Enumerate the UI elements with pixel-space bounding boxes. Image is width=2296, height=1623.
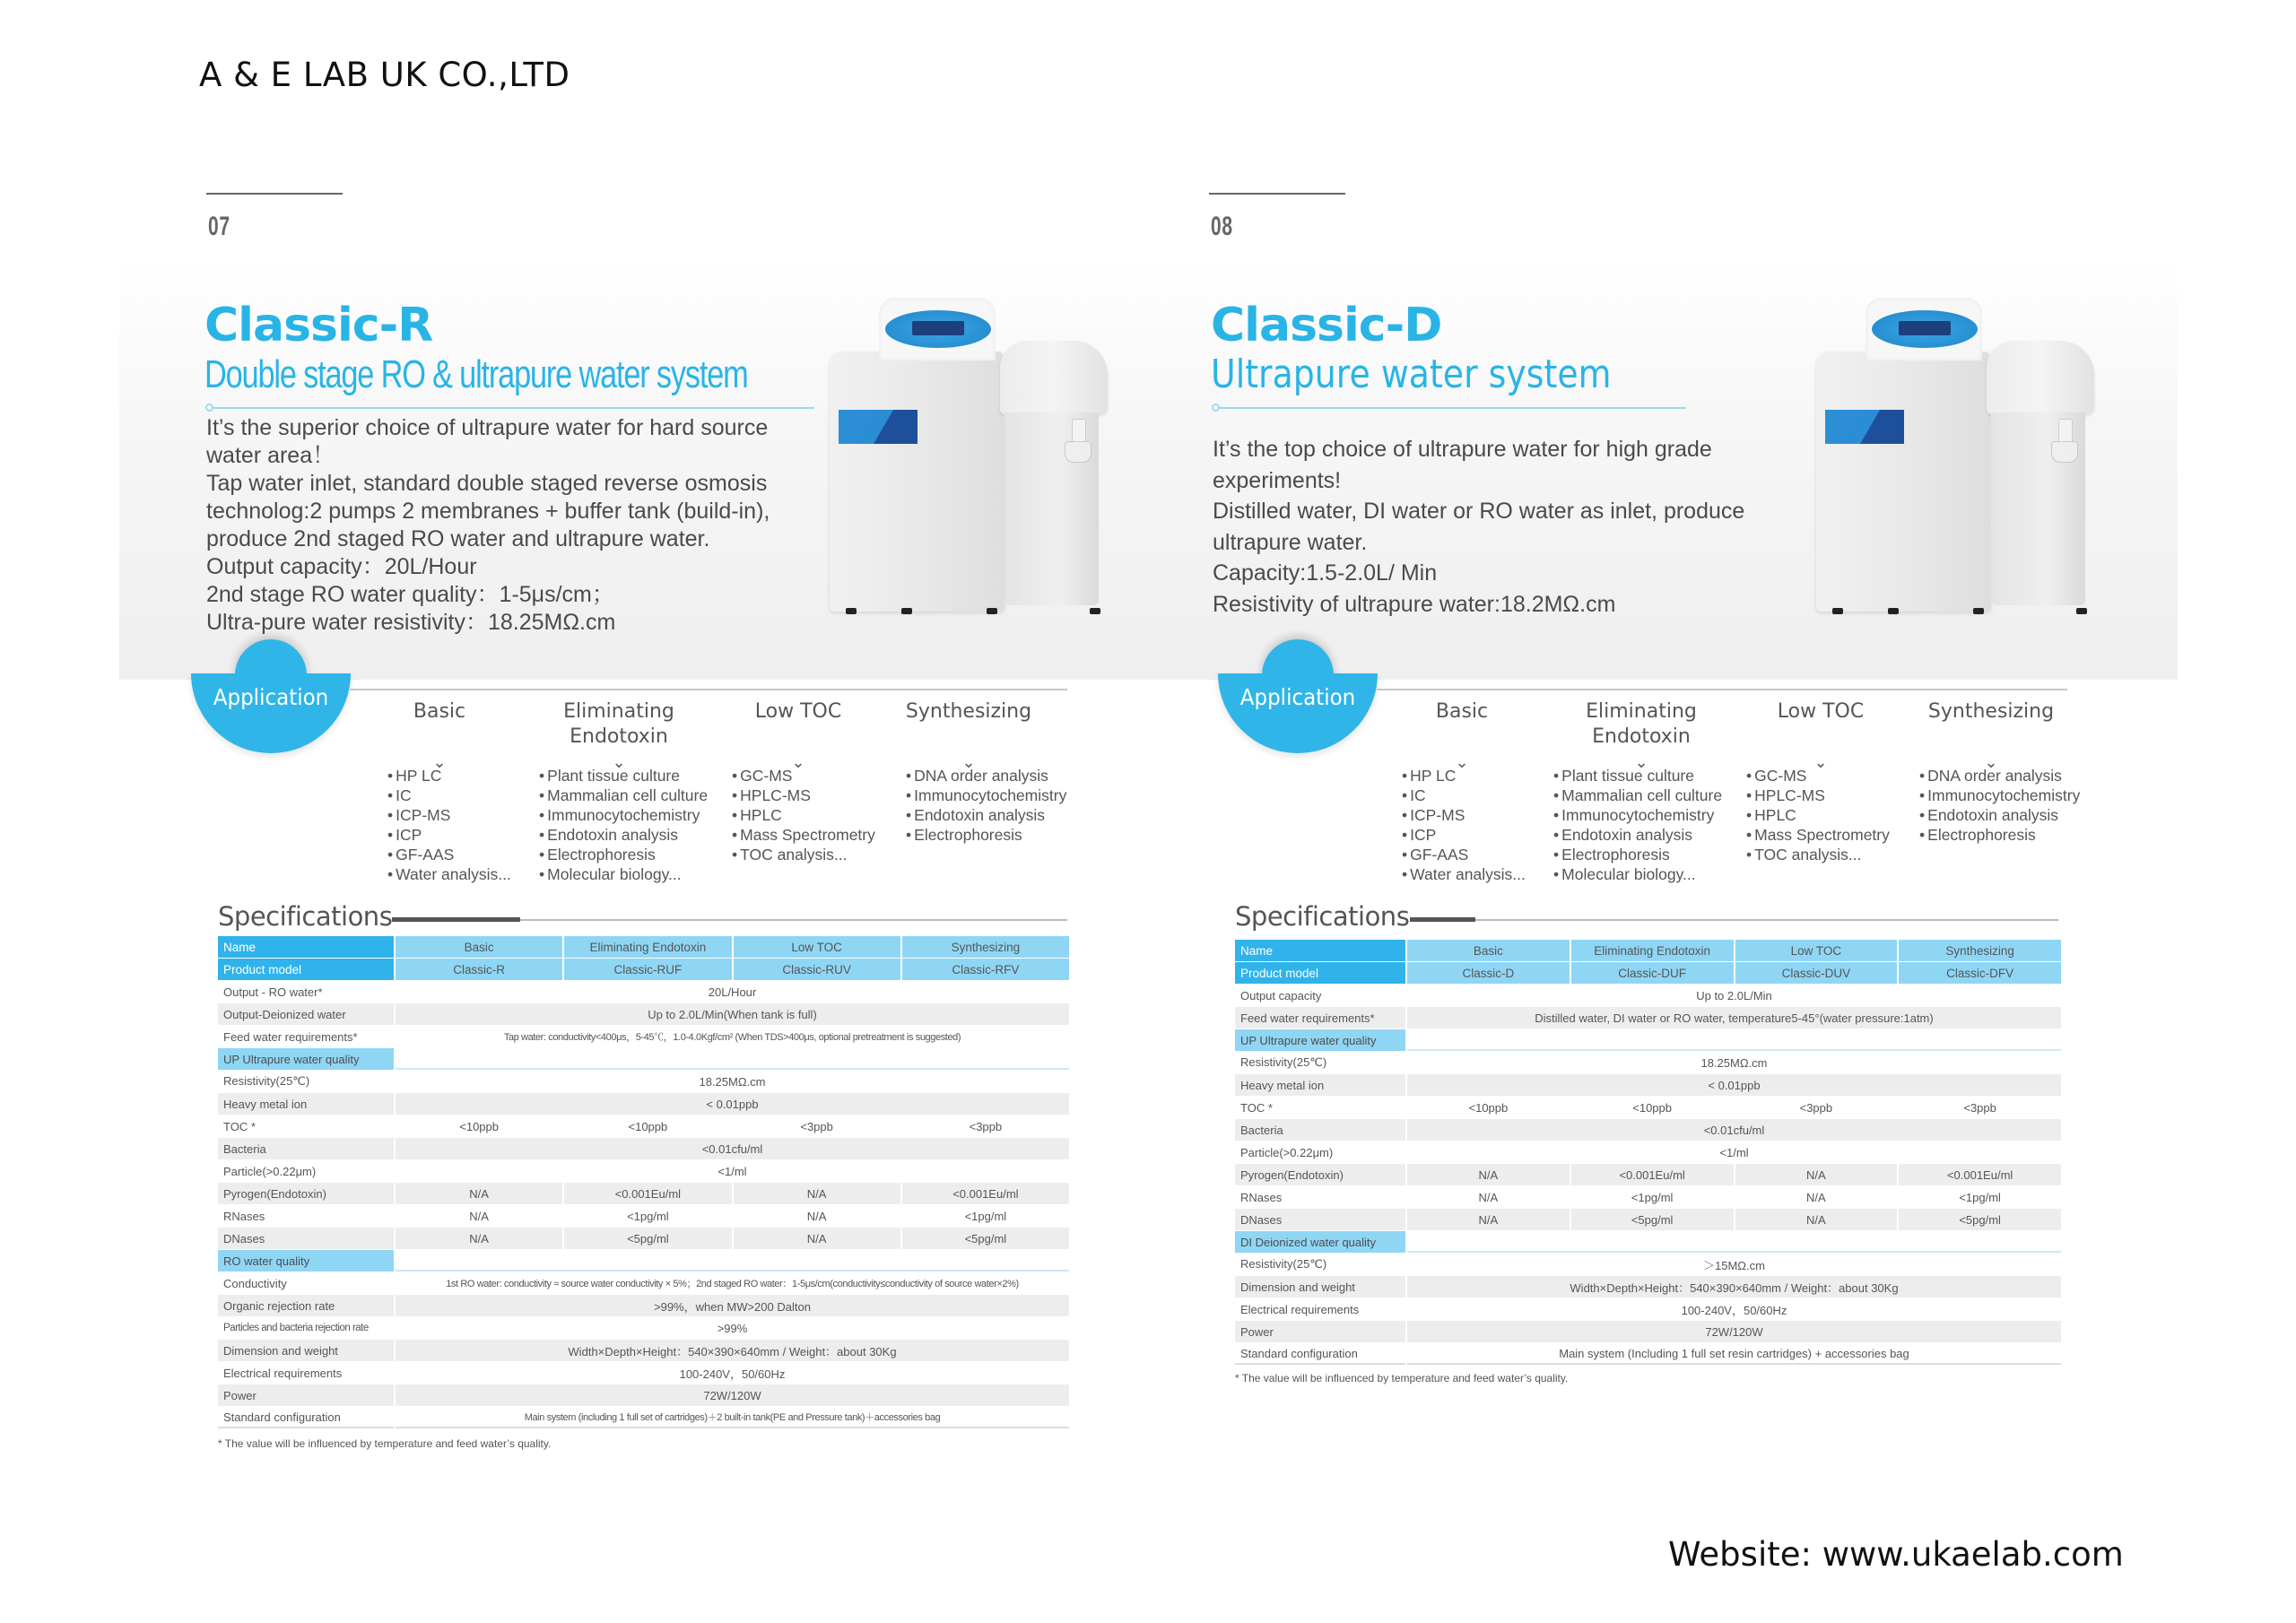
row-label: Pyrogen(Endotoxin) [1235, 1164, 1405, 1185]
table-cell: <1pg/ml [1631, 1190, 1674, 1204]
product-subtitle: Double stage RO & ultrapure water system [204, 352, 748, 396]
table-cell: N/A [806, 1209, 827, 1223]
description-line: It’s the superior choice of ultrapure water for hard source [206, 415, 769, 440]
row-label: Organic rejection rate [218, 1295, 394, 1316]
list-item: • GC-MS [732, 766, 875, 785]
table-cell: Width×Depth×Height：540×390×640mm / Weight：about 30Kg [1407, 1276, 2061, 1298]
table-cell: <1/ml [1719, 1145, 1749, 1159]
table-row [218, 1272, 1069, 1294]
header-cell: Eliminating Endotoxin [1571, 940, 1734, 961]
table-cell: N/A [1735, 1164, 1898, 1185]
table-cell: Main system (including 1 full set of cartridges)＋2 built-in tank(PE and Pressure tank)＋accessories bag [396, 1407, 1069, 1428]
table-cell: <1pg/ml [1959, 1190, 2001, 1204]
specifications-title: Specifications [1235, 901, 1410, 932]
row-label: Output-Deionized water [218, 1003, 394, 1025]
row-label: Resistivity(25℃) [223, 1074, 310, 1088]
table-row [1235, 1209, 2061, 1230]
table-row [218, 1071, 1069, 1092]
row-label: Product model [1235, 962, 1405, 984]
spec-rule-thick [1410, 917, 1475, 922]
table-cell: <3ppb [1963, 1100, 1996, 1115]
table-row [1235, 985, 2061, 1006]
header-cell: Classic-D [1407, 962, 1570, 984]
row-label: Dimension and weight [218, 1340, 394, 1361]
table-cell: 18.25MΩ.cm [699, 1074, 766, 1089]
section-label: UP Ultrapure water quality [218, 1048, 394, 1070]
description-line: Distilled water, DI water or RO water as inlet, produce [1213, 499, 1745, 524]
table-cell: Up to 2.0L/Min(When tank is full) [396, 1003, 1069, 1025]
table-cell: <1/ml [718, 1164, 747, 1178]
list-item: • Mass Spectrometry [1746, 825, 1890, 845]
description-line: Tap water inlet, standard double staged reverse osmosis [206, 471, 768, 496]
row-label: Heavy metal ion [218, 1093, 394, 1115]
list-item: • Molecular biology... [539, 864, 708, 884]
row-label: Output - RO water* [223, 985, 323, 999]
table-cell: N/A [396, 1228, 562, 1249]
application-column-basic [1372, 699, 1552, 883]
table-row [1235, 1298, 2061, 1320]
website-link[interactable]: Website: www.ukaelab.com [1668, 1535, 2124, 1574]
table-cell: 72W/120W [396, 1384, 1069, 1406]
table-cell: <1pg/ml [627, 1209, 669, 1223]
spec-model-row [1235, 962, 2061, 984]
table-cell: < 0.01ppb [396, 1093, 1069, 1115]
list-item: • Mammalian cell culture [539, 785, 708, 805]
column-heading: Endotoxin [1592, 725, 1691, 748]
column-heading: Basic [413, 700, 466, 723]
list-item: • Electrophoresis [539, 845, 708, 864]
spec-rule-thin [520, 919, 1067, 921]
page-07 [0, 0, 1076, 1623]
list-item: • TOC analysis... [732, 845, 875, 864]
table-cell: <3ppb [800, 1119, 833, 1133]
header-cell: Basic [396, 936, 562, 958]
table-cell: < 0.01ppb [1407, 1074, 2061, 1096]
row-label: Feed water requirements* [223, 1029, 358, 1044]
table-cell: Main system (Including 1 full set resin cartridges) + accessories bag [1407, 1343, 2061, 1365]
list-item: • Mass Spectrometry [732, 825, 875, 845]
product-image [1816, 298, 2103, 621]
table-cell: <0.01cfu/ml [396, 1138, 1069, 1159]
table-cell: Tap water: conductivity<400μs，5-45℃，1.0-4.0Kgf/cm² (When TDS>400μs, optional pretreatment is suggested) [503, 1032, 961, 1043]
list-item: • IC [1402, 785, 1526, 805]
column-heading: Low TOC [1777, 700, 1865, 723]
table-row [218, 981, 1069, 1002]
list-item: • Plant tissue culture [1553, 766, 1722, 785]
table-row [1235, 1343, 2061, 1365]
section-fill [396, 1048, 1069, 1070]
header-cell: Classic-RFV [902, 959, 1069, 980]
column-heading: Synthesizing [1927, 700, 2055, 723]
description-line: experiments! [1213, 467, 1342, 493]
rule-dot [205, 404, 213, 412]
column-heading: Basic [1435, 700, 1489, 723]
list-item: • Immunocytochemistry [1553, 805, 1722, 825]
specifications-title: Specifications [218, 901, 393, 932]
row-label: Electrical requirements [1240, 1302, 1360, 1316]
table-row [218, 1003, 1069, 1025]
application-label: Application [1239, 684, 1356, 710]
table-cell: 100-240V，50/60Hz [679, 1367, 786, 1381]
product-title: Classic-R [204, 299, 433, 352]
application-label: Application [213, 684, 329, 710]
table-cell: <1pg/ml [964, 1209, 1007, 1223]
product-title: Classic-D [1211, 299, 1442, 352]
table-cell: 20L/Hour [708, 985, 757, 999]
list-item: • ICP [387, 825, 511, 845]
list-item: • HP LC [387, 766, 511, 785]
section-fill [396, 1250, 1069, 1271]
table-cell: Width×Depth×Height：540×390×640mm / Weight：about 30Kg [396, 1340, 1069, 1361]
application-badge [191, 639, 351, 799]
row-label: RNases [223, 1209, 265, 1223]
header-cell: Classic-DFV [1899, 962, 2061, 984]
table-row [1235, 1074, 2061, 1096]
spec-header-row [1235, 940, 2061, 961]
title-rule [213, 407, 814, 409]
table-row [218, 1138, 1069, 1159]
row-label: Bacteria [218, 1138, 394, 1159]
page-08 [1009, 0, 2085, 1623]
chevron-down-icon: ⌄ [1984, 753, 1998, 772]
specifications-table [1233, 939, 2063, 1366]
row-label: Name [218, 936, 394, 958]
row-label: Feed water requirements* [1235, 1007, 1405, 1028]
table-cell: <5pg/ml [1571, 1209, 1734, 1230]
row-label: Particles and bacteria rejection rate [223, 1323, 369, 1333]
table-row [218, 1384, 1069, 1406]
table-cell: <5pg/ml [1899, 1209, 2061, 1230]
table-cell: 72W/120W [1407, 1321, 2061, 1342]
spec-model-row [218, 959, 1069, 980]
description-line: technolog:2 pumps 2 membranes + buffer tank (build-in), [206, 499, 770, 524]
header-cell: Classic-RUV [734, 959, 900, 980]
title-rule [1220, 407, 1686, 409]
table-cell: >99%，when MW>200 Dalton [396, 1295, 1069, 1316]
description-line: Output capacity：20L/Hour [206, 554, 477, 579]
list-item: • Electrophoresis [1553, 845, 1722, 864]
table-cell: <10ppb [628, 1119, 668, 1133]
chevron-down-icon: ⌄ [791, 753, 805, 772]
header-cell: Synthesizing [1899, 940, 2061, 961]
table-row [1235, 1276, 2061, 1298]
table-cell: <3ppb [969, 1119, 1003, 1133]
table-row [1235, 1186, 2061, 1208]
company-name: A & E LAB UK CO.,LTD [199, 56, 570, 94]
table-cell: N/A [396, 1183, 562, 1204]
row-label: RNases [1240, 1190, 1283, 1204]
row-label: DNases [218, 1228, 394, 1249]
row-label: Dimension and weight [1235, 1276, 1405, 1298]
table-cell: N/A [1806, 1190, 1826, 1204]
chevron-down-icon: ⌄ [961, 753, 976, 772]
application-rule [350, 689, 1067, 690]
header-cell: Low TOC [1735, 940, 1898, 961]
list-item: • Endotoxin analysis [539, 825, 708, 845]
list-item: • HPLC-MS [732, 785, 875, 805]
table-cell: N/A [469, 1209, 489, 1223]
section-fill [1407, 1231, 2061, 1253]
footnote: * The value will be influenced by temperature and feed water’s quality. [218, 1437, 552, 1450]
section-fill [1407, 1029, 2061, 1051]
table-cell: >99% [717, 1321, 748, 1335]
list-item: • DNA order analysis [1919, 766, 2080, 785]
application-column-low-toc [709, 699, 888, 864]
product-subtitle: Ultrapure water system [1211, 352, 1612, 397]
table-row [1235, 1164, 2061, 1185]
row-label: Standard configuration [218, 1407, 394, 1428]
table-cell: 1st RO water: conductivity ≈ source water conductivity × 5%；2nd staged RO water：1-5μs/cm(conductivity≤conductivity of source water×2%) [446, 1279, 1019, 1289]
rule-dot [1212, 404, 1220, 412]
product-description [206, 414, 770, 637]
chevron-down-icon: ⌄ [612, 753, 626, 772]
chevron-down-icon: ⌄ [1813, 753, 1828, 772]
table-cell: 18.25MΩ.cm [1700, 1055, 1768, 1070]
list-item: • IC [387, 785, 511, 805]
list-item: • GF-AAS [1402, 845, 1526, 864]
row-label: Heavy metal ion [1235, 1074, 1405, 1096]
table-cell: 100-240V，50/60Hz [1681, 1303, 1787, 1317]
column-heading: Low TOC [754, 700, 842, 723]
list-item: • Mammalian cell culture [1553, 785, 1722, 805]
description-line: Resistivity of ultrapure water:18.2MΩ.cm [1213, 591, 1616, 617]
table-cell: <3ppb [1799, 1100, 1833, 1115]
section-label: DI Deionized water quality [1235, 1231, 1405, 1253]
list-item: • Endotoxin analysis [1919, 805, 2080, 825]
row-label: Output capacity [1240, 988, 1322, 1002]
spec-rule-thin [1475, 919, 2058, 921]
list-item: • Plant tissue culture [539, 766, 708, 785]
list-item: • GC-MS [1746, 766, 1890, 785]
chevron-down-icon: ⌄ [432, 753, 447, 772]
section-row [1235, 1231, 2061, 1253]
column-heading: Synthesizing [905, 700, 1032, 723]
table-row [1235, 1321, 2061, 1342]
row-label: Name [1235, 940, 1405, 961]
page-number: 07 [208, 212, 230, 241]
table-cell: <10ppb [1468, 1100, 1509, 1115]
column-heading: Eliminating [563, 700, 674, 723]
row-label: Resistivity(25℃) [1240, 1257, 1327, 1271]
table-row [218, 1205, 1069, 1227]
list-item: • ICP [1402, 825, 1526, 845]
table-row [218, 1183, 1069, 1204]
table-row [218, 1093, 1069, 1115]
product-description [1213, 434, 1744, 620]
list-item: • HPLC [1746, 805, 1890, 825]
list-item: • Immunocytochemistry [539, 805, 708, 825]
table-cell: <5pg/ml [902, 1228, 1069, 1249]
description-line: Ultra-pure water resistivity：18.25MΩ.cm [206, 610, 616, 635]
row-label: Particle(>0.22μm) [1240, 1145, 1334, 1159]
table-row [1235, 1097, 2061, 1118]
table-cell: Distilled water, DI water or RO water, temperature5-45°(water pressure:1atm) [1407, 1007, 2061, 1028]
section-row [218, 1048, 1069, 1070]
page-number-rule [206, 193, 343, 195]
specifications-table [216, 935, 1071, 1429]
table-row [1235, 1254, 2061, 1275]
list-item: • Molecular biology... [1553, 864, 1722, 884]
table-cell: N/A [1735, 1209, 1898, 1230]
row-label: Pyrogen(Endotoxin) [218, 1183, 394, 1204]
application-column-endotoxin [529, 699, 709, 883]
table-cell: N/A [1478, 1190, 1499, 1204]
list-item: • Water analysis... [1402, 864, 1526, 884]
list-item: • GF-AAS [387, 845, 511, 864]
footnote: * The value will be influenced by temperature and feed water’s quality. [1235, 1372, 1569, 1384]
description-line: produce 2nd staged RO water and ultrapure water. [206, 526, 710, 551]
table-cell: <5pg/ml [564, 1228, 731, 1249]
row-label: Standard configuration [1235, 1343, 1405, 1365]
header-cell: Classic-R [396, 959, 562, 980]
application-badge [1218, 639, 1378, 799]
table-row [218, 1160, 1069, 1182]
list-item: • Electrophoresis [906, 825, 1066, 845]
row-label: Product model [218, 959, 394, 980]
list-item: • HP LC [1402, 766, 1526, 785]
section-label: UP Ultrapure water quality [1235, 1029, 1405, 1051]
page-number: 08 [1211, 212, 1233, 241]
header-cell: Low TOC [734, 936, 900, 958]
list-item: • TOC analysis... [1746, 845, 1890, 864]
row-label: Resistivity(25℃) [1240, 1055, 1327, 1069]
header-cell: Classic-DUV [1735, 962, 1898, 984]
chevron-down-icon: ⌄ [1455, 753, 1469, 772]
list-item: • Immunocytochemistry [1919, 785, 2080, 805]
application-column-basic [350, 699, 529, 883]
list-item: • Endotoxin analysis [906, 805, 1066, 825]
table-cell: <0.001Eu/ml [1571, 1164, 1734, 1185]
page-number-rule [1209, 193, 1345, 195]
table-row [218, 1362, 1069, 1384]
row-label: TOC * [223, 1119, 256, 1133]
table-row [1235, 1119, 2061, 1141]
product-image [830, 298, 1117, 621]
header-cell: Eliminating Endotoxin [564, 936, 731, 958]
section-label: RO water quality [218, 1250, 394, 1271]
table-row [218, 1115, 1069, 1137]
list-item: • Water analysis... [387, 864, 511, 884]
table-row [218, 1026, 1069, 1047]
table-cell: <0.001Eu/ml [1899, 1164, 2061, 1185]
header-cell: Classic-RUF [564, 959, 731, 980]
chevron-down-icon: ⌄ [1634, 753, 1648, 772]
row-label: Electrical requirements [223, 1366, 343, 1380]
table-row [218, 1295, 1069, 1316]
description-line: water area！ [206, 443, 335, 468]
list-item: • HPLC-MS [1746, 785, 1890, 805]
table-cell: <0.01cfu/ml [1407, 1119, 2061, 1141]
header-cell: Basic [1407, 940, 1570, 961]
table-row [1235, 1141, 2061, 1163]
row-label: Power [1235, 1321, 1405, 1342]
row-label: Conductivity [223, 1276, 287, 1290]
application-rule [1377, 689, 2067, 690]
list-item: • ICP-MS [387, 805, 511, 825]
table-row [218, 1340, 1069, 1361]
table-cell: <0.001Eu/ml [902, 1183, 1069, 1204]
table-cell: <0.001Eu/ml [564, 1183, 731, 1204]
header-cell: Synthesizing [902, 936, 1069, 958]
description-line: 2nd stage RO water quality：1-5μs/cm； [206, 582, 614, 607]
spec-rule-thick [392, 917, 520, 922]
table-cell: Up to 2.0L/Min [1696, 988, 1772, 1002]
table-cell: N/A [1407, 1209, 1570, 1230]
table-cell: N/A [734, 1183, 900, 1204]
list-item: • HPLC [732, 805, 875, 825]
row-label: TOC * [1240, 1100, 1273, 1115]
section-row [218, 1250, 1069, 1271]
table-cell: ＞15MΩ.cm [1703, 1258, 1765, 1272]
table-cell: <10ppb [1632, 1100, 1672, 1115]
list-item: • Electrophoresis [1919, 825, 2080, 845]
description-line: It’s the top choice of ultrapure water for high grade [1213, 437, 1712, 462]
description-line: ultrapure water. [1213, 529, 1368, 555]
row-label: Power [218, 1384, 394, 1406]
table-row [218, 1317, 1069, 1339]
column-heading: Endotoxin [570, 725, 668, 748]
description-line: Capacity:1.5-2.0L/ Min [1213, 560, 1438, 586]
table-row [218, 1407, 1069, 1428]
list-item: • DNA order analysis [906, 766, 1066, 785]
section-row [1235, 1029, 2061, 1051]
list-item: • Endotoxin analysis [1553, 825, 1722, 845]
table-cell: N/A [1407, 1164, 1570, 1185]
row-label: DNases [1235, 1209, 1405, 1230]
application-column-low-toc [1731, 699, 1910, 864]
table-cell: N/A [734, 1228, 900, 1249]
list-item: • ICP-MS [1402, 805, 1526, 825]
spec-header-row [218, 936, 1069, 958]
row-label: Bacteria [1235, 1119, 1405, 1141]
header-cell: Classic-DUF [1571, 962, 1734, 984]
table-row [1235, 1007, 2061, 1028]
table-row [1235, 1052, 2061, 1073]
table-row [218, 1228, 1069, 1249]
list-item: • Immunocytochemistry [906, 785, 1066, 805]
application-column-synthesizing [1901, 699, 2081, 844]
application-column-endotoxin [1552, 699, 1731, 883]
row-label: Particle(>0.22μm) [223, 1164, 317, 1178]
column-heading: Eliminating [1586, 700, 1697, 723]
table-cell: <10ppb [459, 1119, 499, 1133]
